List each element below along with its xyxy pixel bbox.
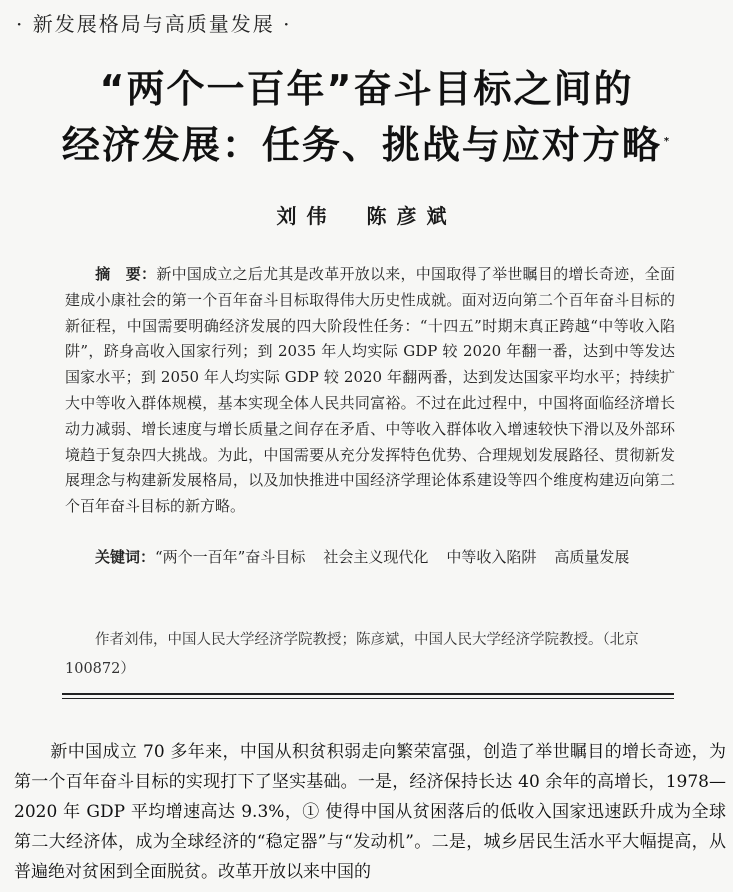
authors: 刘伟 陈彦斌 [276, 204, 457, 228]
article-title-line2-text: 经济发展：任务、挑战与应对方略 [61, 123, 662, 167]
keywords [65, 543, 675, 572]
keywords-label: 关键词： [95, 548, 156, 566]
keyword-item: “两个一百年”奋斗目标 [155, 548, 306, 566]
article-title-line1: “两个一百年”奋斗目标之间的 [99, 67, 634, 111]
author-info-text: 作者刘伟，中国人民大学经济学院教授；陈彦斌，中国人民大学经济学院教授。（北京 100872） [65, 632, 654, 677]
body-paragraph [14, 737, 726, 887]
article-title-line2 [0, 114, 733, 169]
title-footnote-mark: * [663, 136, 672, 148]
author-info [65, 626, 675, 684]
divider-thin [62, 698, 674, 699]
keyword-item: 社会主义现代化 [323, 548, 429, 566]
section-tag: · 新发展格局与高质量发展 · [16, 12, 292, 36]
body-paragraph-text: 新中国成立 70 多年来，中国从积贫积弱走向繁荣富强，创造了举世瞩目的增长奇迹，为第一个百年奋斗目标的实现打下了坚实基础。一是，经济保持长达 40 余年的高增长，1978—2020 年 GDP 平均增速高达 9.3%，① 使得中国从贫困落后的低收入国家迅速跃升成为全球第二大经济体，成为全球经济的“稳定器”与“发动机”。二是，城乡居民生活水平大幅提高，从普遍绝对贫困到全面脱贫。改革开放以来中国的 [14, 742, 726, 882]
abstract-label: 摘 要： [95, 265, 157, 283]
keyword-item: 中等收入陷阱 [446, 548, 537, 566]
abstract [65, 262, 675, 520]
keyword-item: 高质量发展 [554, 548, 630, 566]
divider-thick [62, 693, 674, 695]
abstract-text: 新中国成立之后尤其是改革开放以来，中国取得了举世瞩目的增长奇迹，全面建成小康社会的第一个百年奋斗目标取得伟大历史性成就。面对迈向第二个百年奋斗目标的新征程，中国需要明确经济发展的四大阶段性任务：“十四五”时期末真正跨越“中等收入陷阱”，跻身高收入国家行列；到 2035 年人均实际 GDP 较 2020 年翻一番，达到中等发达国家水平；到 2050 年人均实际 GDP 较 2020 年翻两番，达到发达国家平均水平；持续扩大中等收入群体规模，基本实现全体人民共同富裕。不过在此过程中，中国将面临经济增长动力减弱、增长速度与增长质量之间存在矛盾、中等收入群体收入增速较快下滑以及外部环境趋于复杂四大挑战。为此，中国需要从充分发挥特色优势、合理规划发展路径、贯彻新发展理念与构建新发展格局，以及加快推进中国经济学理论体系建设等四个维度构建迈向第二个百年奋斗目标的新方略。 [65, 265, 675, 516]
